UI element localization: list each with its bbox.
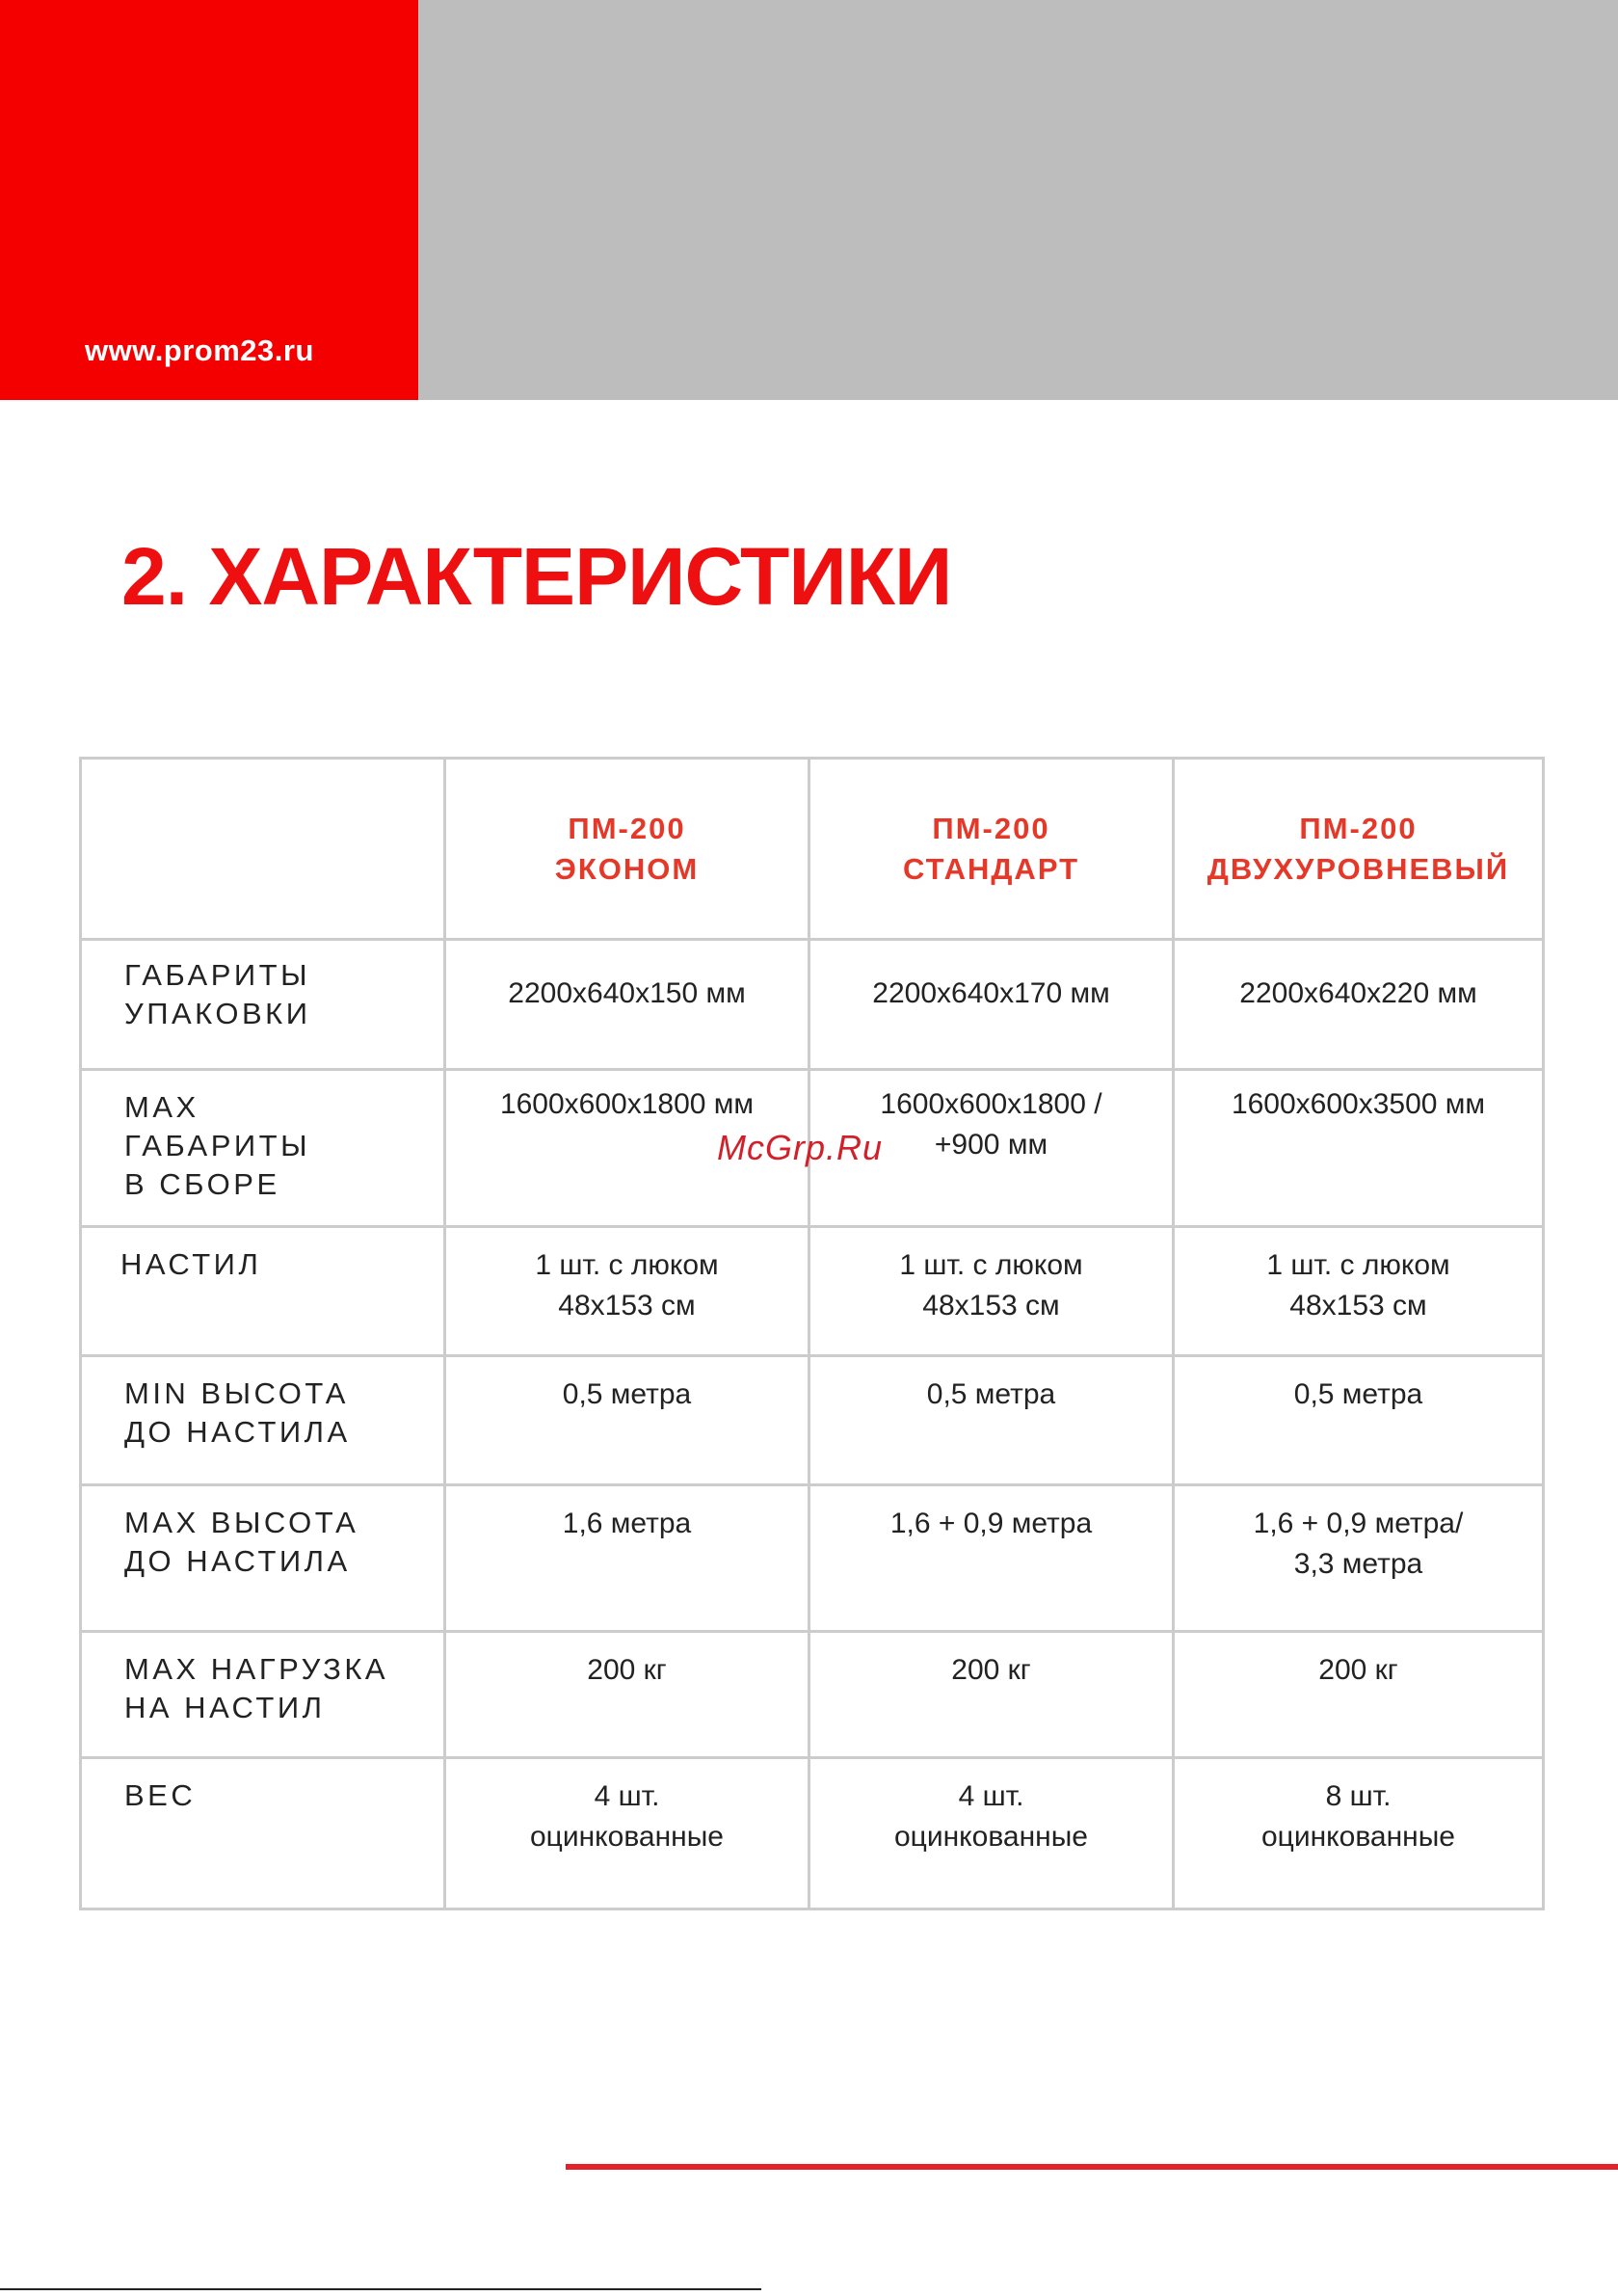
row-label	[82, 1759, 443, 1815]
table-row-packaging	[81, 940, 1544, 1070]
row-label-line: В СБОРЕ	[124, 1167, 280, 1201]
cell-line: 8 шт.	[1325, 1780, 1392, 1812]
cell-line: 1600х600х3500 мм	[1231, 1088, 1486, 1120]
row-label	[82, 1633, 443, 1727]
cell-line: 2200х640х150 мм	[508, 977, 746, 1009]
model-name: ПМ-200	[568, 811, 686, 845]
table-cell	[1174, 1356, 1544, 1485]
table-row-max-height	[81, 1485, 1544, 1632]
watermark: McGrp.Ru	[717, 1128, 884, 1167]
cell-value	[810, 1357, 1172, 1415]
model-name: ПМ-200	[932, 811, 1050, 845]
cell-line: 4 шт.	[594, 1780, 660, 1812]
cell-line: 200 кг	[951, 1654, 1031, 1686]
row-label-cell	[81, 1632, 445, 1758]
cell-line: оцинкованные	[893, 1821, 1088, 1853]
cell-line: 200 кг	[1318, 1654, 1398, 1686]
row-label-line: ДО НАСТИЛА	[124, 1415, 351, 1449]
row-label-line: ДО НАСТИЛА	[124, 1544, 351, 1578]
cell-line: 1,6 + 0,9 метра	[889, 1508, 1093, 1539]
row-label-line: MAX ВЫСОТА	[124, 1506, 359, 1539]
table-cell	[809, 1485, 1174, 1632]
cell-value	[446, 1633, 808, 1691]
cell-value	[810, 1228, 1172, 1326]
table-cell	[1174, 1070, 1544, 1227]
cell-line: 48х153 см	[558, 1290, 696, 1322]
table-cell	[1174, 1758, 1544, 1909]
row-label-line: УПАКОВКИ	[124, 997, 311, 1030]
model-variant: СТАНДАРТ	[902, 851, 1080, 886]
cell-value	[446, 1759, 808, 1857]
cell-line: 1600х600х1800 мм	[499, 1088, 755, 1120]
cell-value	[1175, 1228, 1542, 1326]
row-label-line: MIN ВЫСОТА	[124, 1376, 349, 1410]
cell-value	[810, 1486, 1172, 1544]
cell-line: 2200х640х220 мм	[1239, 977, 1477, 1009]
cell-line: 1,6 метра	[562, 1508, 692, 1539]
row-label-line: ГАБАРИТЫ	[124, 958, 311, 992]
row-label-cell	[81, 940, 445, 1070]
model-header-dvuhurovnevyy	[1174, 759, 1544, 940]
table-cell	[445, 1227, 809, 1356]
cell-value	[1175, 1357, 1542, 1415]
row-label	[82, 1486, 443, 1581]
cell-value	[446, 1071, 808, 1125]
row-label-cell	[81, 1485, 445, 1632]
cell-line: 4 шт.	[958, 1780, 1024, 1812]
table-cell	[809, 1632, 1174, 1758]
row-label-cell	[81, 1758, 445, 1909]
cell-line: 1600х600х1800 /	[880, 1088, 1102, 1120]
cell-value	[1175, 1071, 1542, 1125]
cell-line: 1 шт. с люком	[1266, 1249, 1450, 1281]
model-header-standart	[809, 759, 1174, 940]
cell-value	[446, 1486, 808, 1544]
cell-value	[1175, 941, 1542, 1014]
cell-line: оцинкованные	[529, 1821, 724, 1853]
row-label-cell	[81, 1356, 445, 1485]
table-cell	[445, 1356, 809, 1485]
model-variant: ЭКОНОМ	[554, 851, 700, 886]
table-row-weight	[81, 1758, 1544, 1909]
table-cell	[1174, 1485, 1544, 1632]
cell-value	[1175, 1759, 1542, 1857]
table-cell	[445, 1758, 809, 1909]
table-row-min-height	[81, 1356, 1544, 1485]
cell-value	[810, 1759, 1172, 1857]
table-cell	[809, 1356, 1174, 1485]
cell-line: 200 кг	[587, 1654, 667, 1686]
table-cell	[445, 940, 809, 1070]
header-red-block	[0, 0, 418, 400]
cell-line: 2200х640х170 мм	[872, 977, 1110, 1009]
cell-line: 3,3 метра	[1293, 1548, 1423, 1580]
model-name: ПМ-200	[1299, 811, 1418, 845]
cell-line: 0,5 метра	[562, 1378, 692, 1410]
row-label-line: НА НАСТИЛ	[124, 1691, 326, 1724]
table-row-max-load	[81, 1632, 1544, 1758]
cell-line: +900 мм	[934, 1129, 1048, 1161]
row-label-line: ГАБАРИТЫ	[124, 1129, 311, 1162]
table-cell	[809, 940, 1174, 1070]
cell-line: 48х153 см	[1289, 1290, 1427, 1322]
cell-line: 1 шт. с люком	[899, 1249, 1083, 1281]
footer-divider	[0, 2288, 761, 2290]
row-label	[82, 1228, 443, 1284]
cell-value	[446, 1228, 808, 1326]
row-label-cell	[81, 1227, 445, 1356]
cell-line: оцинкованные	[1260, 1821, 1455, 1853]
row-label	[82, 941, 443, 1033]
model-variant: ДВУХУРОВНЕВЫЙ	[1207, 851, 1510, 886]
cell-line: 0,5 метра	[1293, 1378, 1423, 1410]
table-cell	[1174, 1632, 1544, 1758]
table-cell	[445, 1632, 809, 1758]
cell-value	[1175, 1633, 1542, 1691]
table-header-row	[81, 759, 1544, 940]
cell-line: 1,6 + 0,9 метра/	[1253, 1508, 1464, 1539]
footer-red-line	[566, 2164, 1618, 2170]
cell-value	[1175, 1486, 1542, 1585]
row-label	[82, 1071, 443, 1204]
cell-line: 48х153 см	[922, 1290, 1060, 1322]
cell-line: 1 шт. с люком	[535, 1249, 719, 1281]
site-url[interactable]: www.prom23.ru	[85, 334, 314, 367]
row-label-line: MAX НАГРУЗКА	[124, 1652, 389, 1686]
cell-value	[446, 941, 808, 1014]
specs-table	[79, 757, 1545, 1910]
header-empty-cell	[81, 759, 445, 940]
header-gray-band	[418, 0, 1618, 400]
row-label	[82, 1357, 443, 1452]
row-label-line: MAX	[124, 1090, 199, 1124]
row-label-cell	[81, 1070, 445, 1227]
table-cell	[809, 1758, 1174, 1909]
table-cell	[445, 1485, 809, 1632]
row-label-line: НАСТИЛ	[120, 1247, 262, 1281]
cell-value	[810, 1633, 1172, 1691]
table-row-deck	[81, 1227, 1544, 1356]
model-header-ekonom	[445, 759, 809, 940]
cell-value	[810, 941, 1172, 1014]
cell-value	[446, 1357, 808, 1415]
page-title: 2. ХАРАКТЕРИСТИКИ	[121, 531, 952, 622]
cell-line: 0,5 метра	[926, 1378, 1056, 1410]
table-cell	[809, 1227, 1174, 1356]
row-label-line: ВЕС	[124, 1778, 197, 1812]
table-cell	[1174, 940, 1544, 1070]
table-cell	[1174, 1227, 1544, 1356]
